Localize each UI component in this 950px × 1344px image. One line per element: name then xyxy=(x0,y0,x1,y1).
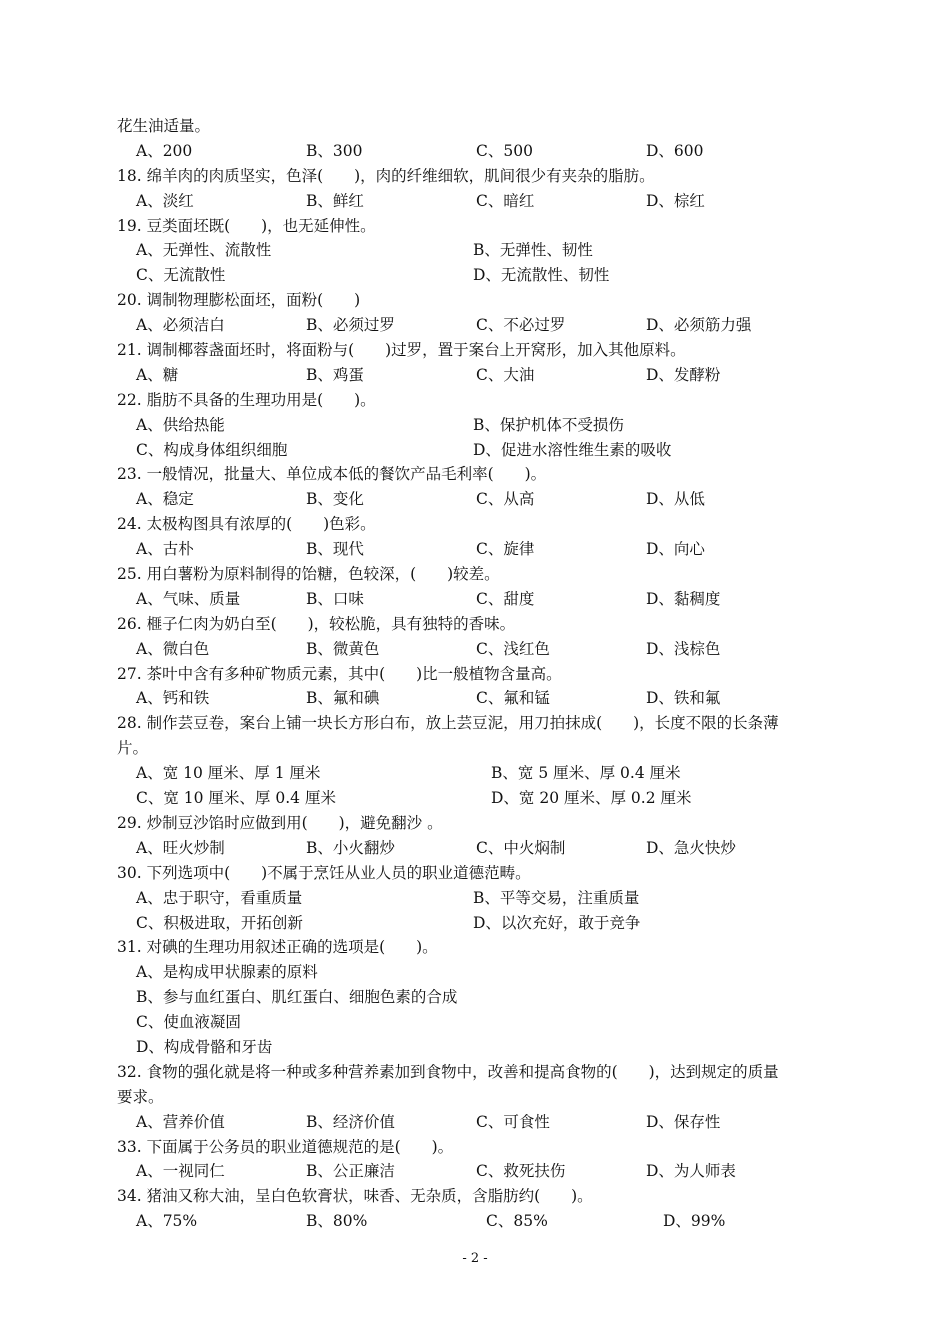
answer-option: B、无弹性、韧性 xyxy=(473,241,593,260)
answer-option: D、促进水溶性维生素的吸收 xyxy=(473,440,672,459)
answer-option: B、宽 5 厘米、厚 0.4 厘米 xyxy=(491,764,681,783)
answer-option: A、无弹性、流散性 xyxy=(136,241,272,260)
option-row xyxy=(117,238,837,263)
option-row xyxy=(117,1110,837,1135)
option-row xyxy=(117,786,837,811)
answer-option: C、大油 xyxy=(476,365,535,384)
question-stem: 30. 下列选项中( )不属于烹饪从业人员的职业道德范畴。 xyxy=(117,863,531,882)
answer-option: B、变化 xyxy=(306,490,364,509)
answer-option: B、必须过罗 xyxy=(306,316,395,335)
question-stem: 31. 对碘的生理功用叙述正确的选项是( )。 xyxy=(117,938,438,957)
question-stem: 23. 一般情况，批量大、单位成本低的餐饮产品毛利率( )。 xyxy=(117,465,547,484)
answer-option: A、200 xyxy=(136,141,193,160)
answer-option: B、参与血红蛋白、肌红蛋白、细胞色素的合成 xyxy=(136,988,458,1007)
option-row xyxy=(117,263,837,288)
answer-option: D、600 xyxy=(646,141,704,160)
question-stem: 20. 调制物理膨松面坯，面粉( ) xyxy=(117,291,361,310)
question-stem: 21. 调制椰蓉盏面坯时，将面粉与( )过罗，置于案台上开窝形，加入其他原料。 xyxy=(117,341,686,360)
option-row xyxy=(117,1035,837,1060)
answer-option: A、旺火炒制 xyxy=(136,838,225,857)
answer-option: A、75% xyxy=(136,1212,198,1231)
option-row xyxy=(117,487,837,512)
option-row xyxy=(117,363,837,388)
option-row xyxy=(117,985,837,1010)
answer-option: B、保护机体不受损伤 xyxy=(473,415,624,434)
answer-option: B、鸡蛋 xyxy=(306,365,364,384)
option-row xyxy=(117,537,837,562)
answer-option: C、构成身体组织细胞 xyxy=(136,440,288,459)
question-stem: 22. 脂肪不具备的生理功用是( )。 xyxy=(117,390,376,409)
answer-option: D、以次充好，敢于竞争 xyxy=(473,913,641,932)
answer-option: D、从低 xyxy=(646,490,705,509)
answer-option: B、经济价值 xyxy=(306,1112,395,1131)
question-stem: 33. 下面属于公务员的职业道德规范的是( )。 xyxy=(117,1137,454,1156)
answer-option: A、稳定 xyxy=(136,490,194,509)
question-stem: 29. 炒制豆沙馅时应做到用( )，避免翻沙 。 xyxy=(117,813,443,832)
answer-option: C、85% xyxy=(486,1212,548,1231)
answer-option: C、宽 10 厘米、厚 0.4 厘米 xyxy=(136,789,336,808)
question-list xyxy=(117,114,837,1234)
answer-option: D、黏稠度 xyxy=(646,589,721,608)
answer-option: B、鲜红 xyxy=(306,191,364,210)
option-row xyxy=(117,960,837,985)
answer-option: B、现代 xyxy=(306,540,364,559)
answer-option: D、宽 20 厘米、厚 0.2 厘米 xyxy=(491,789,692,808)
answer-option: C、甜度 xyxy=(476,589,535,608)
answer-option: D、为人师表 xyxy=(646,1162,736,1181)
answer-option: D、构成骨骼和牙齿 xyxy=(136,1037,273,1056)
question-stem: 24. 太极构图具有浓厚的( )色彩。 xyxy=(117,515,376,534)
answer-option: C、暗红 xyxy=(476,191,535,210)
answer-option: B、平等交易，注重质量 xyxy=(473,888,640,907)
answer-option: D、发酵粉 xyxy=(646,365,721,384)
question-stem: 18. 绵羊肉的肉质坚实，色泽( )，肉的纤维细软，肌间很少有夹杂的脂肪。 xyxy=(117,166,655,185)
answer-option: A、营养价值 xyxy=(136,1112,225,1131)
answer-option: A、供给热能 xyxy=(136,415,225,434)
option-row xyxy=(117,637,837,662)
question-stem: 要求。 xyxy=(117,1087,164,1106)
question-stem: 25. 用白薯粉为原料制得的饴糖，色较深，( )较差。 xyxy=(117,565,500,584)
option-row xyxy=(117,189,837,214)
answer-option: A、忠于职守，看重质量 xyxy=(136,888,303,907)
answer-option: B、微黄色 xyxy=(306,639,380,658)
answer-option: A、必须洁白 xyxy=(136,316,225,335)
option-row xyxy=(117,587,837,612)
option-row xyxy=(117,1209,837,1234)
answer-option: A、一视同仁 xyxy=(136,1162,225,1181)
answer-option: C、500 xyxy=(476,141,533,160)
answer-option: A、微白色 xyxy=(136,639,210,658)
question-stem: 32. 食物的强化就是将一种或多种营养素加到食物中，改善和提高食物的( )，达到规定的质量 xyxy=(117,1062,779,1081)
answer-option: D、向心 xyxy=(646,540,705,559)
answer-option: B、公正廉洁 xyxy=(306,1162,395,1181)
answer-option: B、口味 xyxy=(306,589,364,608)
option-row xyxy=(117,886,837,911)
question-stem: 28. 制作芸豆卷，案台上铺一块长方形白布，放上芸豆泥，用刀拍抹成( )，长度不限的长条薄 xyxy=(117,714,779,733)
answer-option: D、99% xyxy=(663,1212,726,1231)
option-row xyxy=(117,761,837,786)
answer-option: D、铁和氟 xyxy=(646,689,721,708)
answer-option: B、氟和碘 xyxy=(306,689,380,708)
answer-option: D、浅棕色 xyxy=(646,639,721,658)
answer-option: A、淡红 xyxy=(136,191,194,210)
answer-option: B、小火翻炒 xyxy=(306,838,395,857)
answer-option: D、无流散性、韧性 xyxy=(473,266,610,285)
answer-option: D、急火快炒 xyxy=(646,838,736,857)
answer-option: C、中火焖制 xyxy=(476,838,566,857)
answer-option: C、氟和锰 xyxy=(476,689,550,708)
option-row xyxy=(117,313,837,338)
answer-option: A、钙和铁 xyxy=(136,689,210,708)
option-row xyxy=(117,139,837,164)
answer-option: C、浅红色 xyxy=(476,639,550,658)
question-stem: 花生油适量。 xyxy=(117,117,211,135)
answer-option: A、是构成甲状腺素的原料 xyxy=(136,963,318,982)
question-stem: 26. 榧子仁肉为奶白至( )，较松脆，具有独特的香味。 xyxy=(117,614,516,633)
answer-option: B、300 xyxy=(306,141,363,160)
answer-option: A、糖 xyxy=(136,365,179,384)
question-stem: 片。 xyxy=(117,739,149,758)
question-stem: 34. 猪油又称大油，呈白色软膏状，味香、无杂质，含脂肪约( )。 xyxy=(117,1187,593,1206)
answer-option: C、从高 xyxy=(476,490,535,509)
option-row xyxy=(117,438,837,463)
page-number: - 2 - xyxy=(462,1251,488,1266)
answer-option: C、旋律 xyxy=(476,540,535,559)
option-row xyxy=(117,1010,837,1035)
answer-option: C、不必过罗 xyxy=(476,316,566,335)
answer-option: C、救死扶伤 xyxy=(476,1162,566,1181)
answer-option: D、保存性 xyxy=(646,1112,721,1131)
answer-option: C、无流散性 xyxy=(136,266,226,285)
answer-option: B、80% xyxy=(306,1212,368,1231)
question-stem: 27. 茶叶中含有多种矿物质元素，其中( )比一般植物含量高。 xyxy=(117,664,562,683)
answer-option: C、积极进取，开拓创新 xyxy=(136,913,303,932)
answer-option: D、必须筋力强 xyxy=(646,316,752,335)
answer-option: D、棕红 xyxy=(646,191,705,210)
answer-option: A、气味、质量 xyxy=(136,589,241,608)
answer-option: A、古朴 xyxy=(136,540,194,559)
answer-option: C、使血液凝固 xyxy=(136,1013,241,1032)
option-row xyxy=(117,836,837,861)
option-row xyxy=(117,911,837,936)
answer-option: A、宽 10 厘米、厚 1 厘米 xyxy=(136,764,321,783)
option-row xyxy=(117,1159,837,1184)
answer-option: C、可食性 xyxy=(476,1112,550,1131)
question-stem: 19. 豆类面坯既( )，也无延伸性。 xyxy=(117,216,376,235)
option-row xyxy=(117,413,837,438)
option-row xyxy=(117,686,837,711)
